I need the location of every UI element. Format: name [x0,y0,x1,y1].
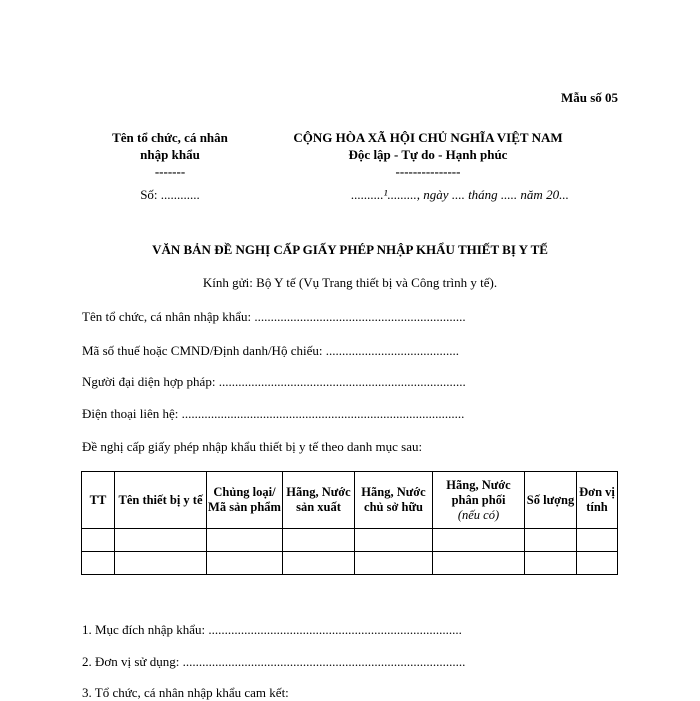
col-header-owner: Hãng, Nước chủ sở hữu [355,472,433,529]
form-code: Mẫu số 05 [560,90,618,105]
org-name-line1: Tên tổ chức, cá nhân [112,130,228,145]
table-cell [577,529,618,552]
table-cell [115,552,207,575]
table-cell [355,529,433,552]
field-tax-id: Mã số thuế hoặc CMND/Định danh/Hộ chiếu: ......................................... [82,343,459,358]
table-cell [525,552,577,575]
document-title: VĂN BẢN ĐỀ NGHỊ CẤP GIẤY PHÉP NHẬP KHẨU THIẾT BỊ Y TẾ [152,242,548,257]
org-header [90,129,250,180]
col-header-manufacturer: Hãng, Nước sản xuất [283,472,355,529]
table-cell [433,552,525,575]
table-cell [283,529,355,552]
col-header-distributor: Hãng, Nước phân phối (nếu có) [433,472,525,529]
item-import-purpose: 1. Mục đích nhập khẩu: .............................................................................. [82,622,462,637]
table-cell [115,529,207,552]
table-cell [82,552,115,575]
table-cell [577,552,618,575]
field-organization-name: Tên tổ chức, cá nhân nhập khẩu: ................................................................. [82,309,466,324]
national-dashes: --------------- [395,164,461,179]
table-cell [82,529,115,552]
table-header-row [82,472,618,529]
table-cell [207,552,283,575]
addressee: Kính gửi: Bộ Y tế (Vụ Trang thiết bị và Công trình y tế). [202,275,498,290]
col-header-tt: TT [82,472,115,529]
table-row [82,552,618,575]
col-header-product-code: Chủng loại/ Mã sản phẩm [207,472,283,529]
col-header-device-name: Tên thiết bị y tế [115,472,207,529]
col-header-unit: Đơn vị tính [577,472,618,529]
item-user-unit: 2. Đơn vị sử dụng: ....................................................................................... [82,654,466,669]
national-header [263,129,593,180]
org-dashes: ------- [154,164,186,179]
table-cell [207,529,283,552]
device-table [81,471,618,575]
national-title: CỘNG HÒA XÃ HỘI CHỦ NGHĨA VIỆT NAM [293,130,563,145]
org-name-line2: nhập khẩu [140,147,200,162]
field-phone: Điện thoại liên hệ: ....................................................................................... [82,406,465,421]
document-number: Số: ............ [140,187,200,202]
table-row [82,529,618,552]
table-cell [433,529,525,552]
field-legal-representative: Người đại diện hợp pháp: ............................................................................ [82,374,466,389]
col-header-quantity: Số lượng [525,472,577,529]
col-header-distributor-note: (nếu có) [457,507,500,522]
table-cell [283,552,355,575]
request-statement: Đề nghị cấp giấy phép nhập khẩu thiết bị y tế theo danh mục sau: [82,439,423,454]
table-cell [355,552,433,575]
place-date: ..........¹........., ngày .... tháng ..... năm 20... [351,187,569,202]
item-commitment: 3. Tổ chức, cá nhân nhập khẩu cam kết: [82,685,289,700]
table-cell [525,529,577,552]
national-motto: Độc lập - Tự do - Hạnh phúc [348,147,508,162]
